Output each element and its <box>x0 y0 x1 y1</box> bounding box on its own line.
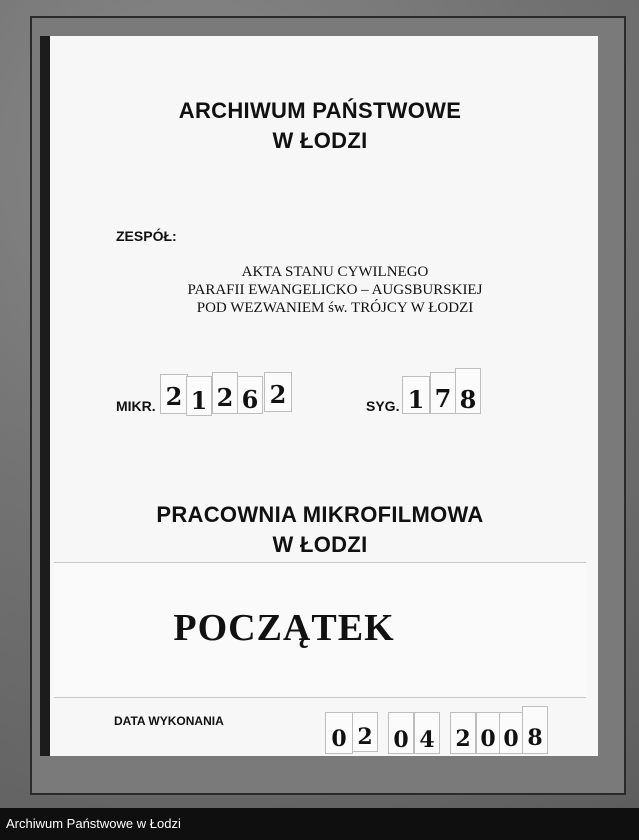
zespol-line-3: POD WEZWANIEM św. TRÓJCY W ŁODZI <box>196 300 474 316</box>
date-digit-6: 0 <box>476 712 500 754</box>
syg-digit-1: 1 <box>402 376 430 414</box>
date-digit-7: 0 <box>499 712 523 754</box>
zespol-line-2: PARAFII EWANGELICKO – AUGSBURSKIEJ <box>187 282 483 298</box>
date-digit-2: 2 <box>352 712 378 752</box>
date-digit-3: 0 <box>388 712 414 754</box>
mikr-digit-2: 1 <box>186 376 212 416</box>
mikr-digit-3: 2 <box>212 372 238 414</box>
date-digit-8: 8 <box>522 706 548 754</box>
caption-text: Archiwum Państwowe w Łodzi <box>6 816 181 831</box>
syg-digit-3: 8 <box>455 368 481 414</box>
mikr-digit-4: 6 <box>237 376 263 414</box>
date-label: DATA WYKONANIA <box>114 714 224 728</box>
mikr-digit-5: 2 <box>264 372 292 412</box>
syg-digit-2: 7 <box>430 372 456 414</box>
date-digit-1: 0 <box>325 712 353 754</box>
lab-name: PRACOWNIA MIKROFILMOWA <box>156 502 484 527</box>
zespol-label: ZESPÓŁ: <box>116 228 177 244</box>
archive-city: W ŁODZI <box>272 128 368 153</box>
date-digit-5: 2 <box>450 712 476 754</box>
mikr-digit-1: 2 <box>160 374 188 414</box>
archive-name: ARCHIWUM PAŃSTWOWE <box>178 98 462 123</box>
mikr-label: MIKR. <box>116 398 156 414</box>
date-digit-4: 4 <box>414 712 440 754</box>
zespol-line-1: AKTA STANU CYWILNEGO <box>241 264 429 280</box>
syg-label: SYG. <box>366 398 400 414</box>
status-word: POCZĄTEK <box>173 607 395 649</box>
lab-city: W ŁODZI <box>272 532 368 557</box>
caption-bar <box>0 808 639 840</box>
